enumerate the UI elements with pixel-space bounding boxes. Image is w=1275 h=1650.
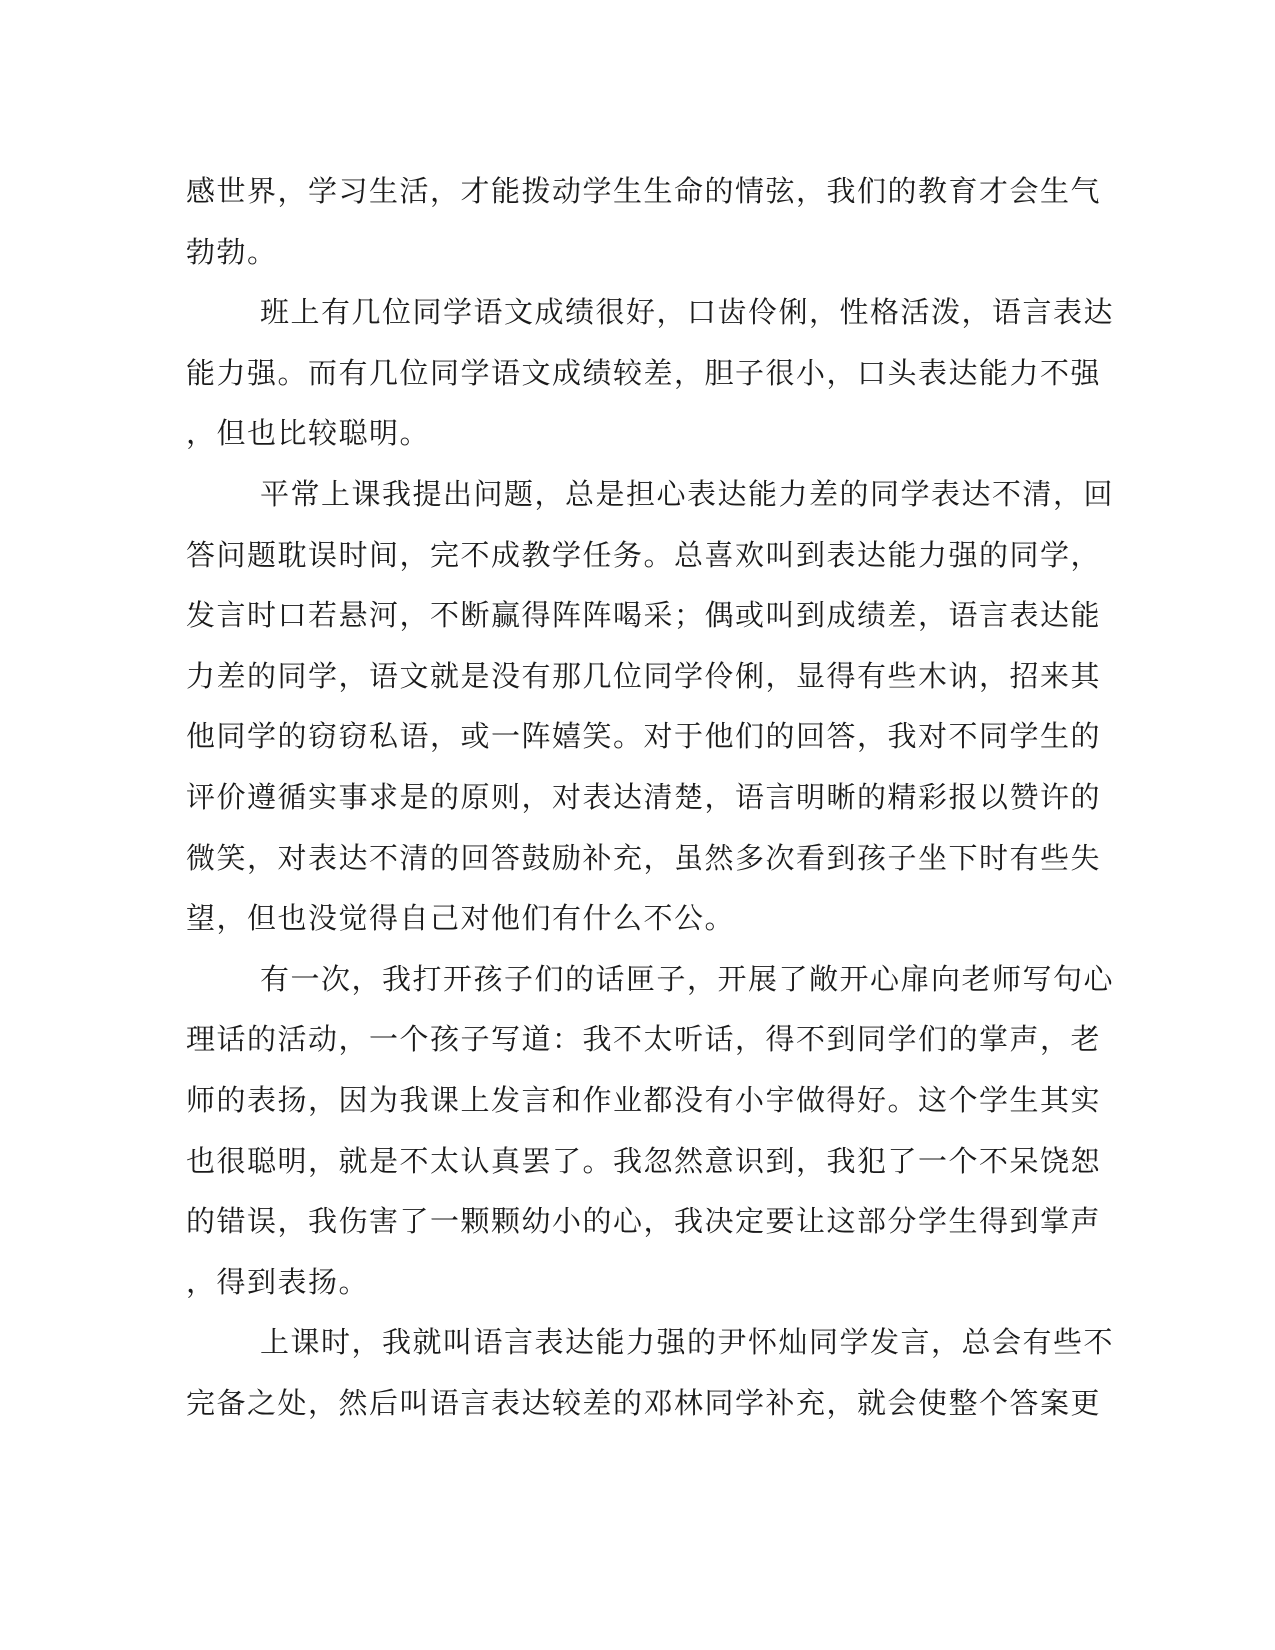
paragraph-start-line: 有一次，我打开孩子们的话匣子，开展了敞开心扉向老师写句心 [260, 961, 1115, 996]
text-line: 感世界，学习生活，才能拨动学生生命的情弦，我们的教育才会生气 [186, 174, 1102, 208]
text-line: 也很聪明，就是不太认真罢了。我忽然意识到，我犯了一个不呆饶恕 [186, 1143, 1102, 1178]
text-line: 理话的活动，一个孩子写道：我不太听话，得不到同学们的掌声，老 [186, 1022, 1102, 1057]
text-line: ，但也比较聪明。 [186, 416, 431, 451]
text-line: 他同学的窃窃私语，或一阵嬉笑。对于他们的回答，我对不同学生的 [186, 719, 1102, 754]
text-line: 师的表扬，因为我课上发言和作业都没有小宇做得好。这个学生其实 [186, 1082, 1102, 1117]
text-line: ，得到表扬。 [186, 1264, 370, 1299]
text-line: 答问题耽误时间，完不成教学任务。总喜欢叫到表达能力强的同学， [186, 537, 1102, 572]
text-line: 完备之处，然后叫语言表达较差的邓林同学补充，就会使整个答案更 [186, 1385, 1102, 1420]
text-line: 评价遵循实事求是的原则，对表达清楚，语言明晰的精彩报以赞许的 [186, 779, 1102, 814]
text-line: 发言时口若悬河，不断赢得阵阵喝采；偶或叫到成绩差，语言表达能 [186, 598, 1102, 633]
paragraph-start-line: 上课时，我就叫语言表达能力强的尹怀灿同学发言，总会有些不 [260, 1325, 1115, 1360]
text-line: 望，但也没觉得自己对他们有什么不公。 [186, 901, 736, 936]
document-body [186, 161, 1115, 1433]
text-line: 的错误，我伤害了一颗颗幼小的心，我决定要让这部分学生得到掌声 [186, 1204, 1102, 1239]
text-line: 微笑，对表达不清的回答鼓励补充，虽然多次看到孩子坐下时有些失 [186, 840, 1102, 875]
text-line: 勃勃。 [186, 234, 278, 269]
paragraph-start-line: 班上有几位同学语文成绩很好，口齿伶俐，性格活泼，语言表达 [260, 295, 1115, 330]
paragraph-start-line: 平常上课我提出问题，总是担心表达能力差的同学表达不清，回 [260, 476, 1115, 511]
text-line: 能力强。而有几位同学语文成绩较差，胆子很小，口头表达能力不强 [186, 355, 1102, 390]
text-line: 力差的同学，语文就是没有那几位同学伶俐，显得有些木讷，招来其 [186, 658, 1102, 693]
